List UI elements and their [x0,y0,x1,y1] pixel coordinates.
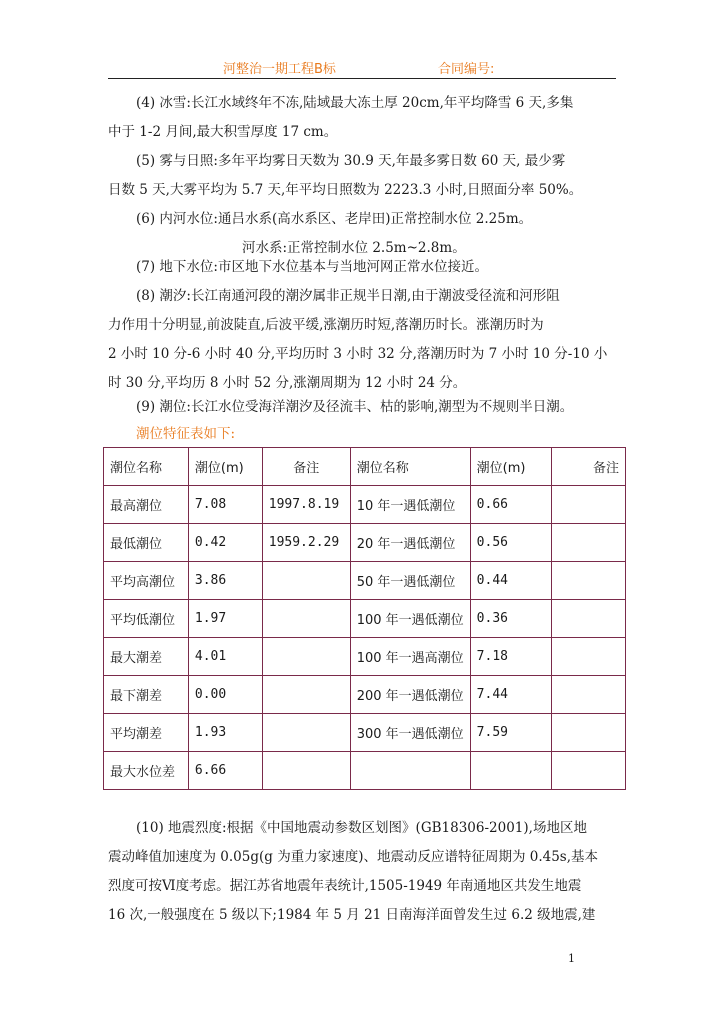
table-row [104,638,626,676]
table-header-cell: 潮位(m) [188,448,262,486]
table-cell: 100 年一遇低潮位 [350,600,470,638]
table-cell [552,638,626,676]
page-number: 1 [568,952,575,965]
table-cell [262,714,350,752]
paragraph-inland-water-level: (6) 内河水位:通吕水系(高水系区、老岸田)正常控制水位 2.25m。 河水系:正常控制水位 2.5m~2.8m。 [136,211,533,256]
table-cell [470,752,552,790]
project-title: 河整治一期工程B标 [223,62,336,77]
paragraph-tide: (8) 潮汐:长江南通河段的潮汐属非正规半日潮,由于潮波受径流和河形阻 力作用十分明显,前波陡直,后波平缓,涨潮历时短,落潮历时长。涨潮历时为 2 小时 10 分-6 小时 40 分,平均历时 3 小时 32 分,落潮历时为 7 小时 10 分-10 小 时 30 分,平均历 8 小时 52 分,涨潮周期为 12 小时 24 分。 [108,288,608,391]
table-cell: 0.36 [470,600,552,638]
table-header-cell: 潮位名称 [350,448,470,486]
table-cell [552,676,626,714]
table-caption: 潮位特征表如下: [136,426,236,442]
table-cell [350,752,470,790]
paragraph-seismic: (10) 地震烈度:根据《中国地震动参数区划图》(GB18306-2001),场地区地 震动峰值加速度为 0.05g(g 为重力家速度)、地震动反应谱特征周期为 0.45s,基本 烈度可按Ⅵ度考虑。据江苏省地震年表统计,1505-1949 年南通地区共发生地震 16 次,一般强度在 5 级以下;1984 年 5 月 21 日南海洋面曾发生过 6.2 级地震,建 [108,820,599,923]
table-row [104,676,626,714]
table-cell [552,486,626,524]
paragraph-tide-level: (9) 潮位:长江水位受海洋潮汐及径流丰、枯的影响,潮型为不规则半日潮。 潮位特征表如下: [108,393,620,446]
table-cell: 10 年一遇低潮位 [350,486,470,524]
table-cell: 最高潮位 [104,486,189,524]
paragraph-fog-sunshine: (5) 雾与日照:多年平均雾日天数为 30.9 天,年最多雾日数 60 天, 最少雾 日数 5 天,大雾平均为 5.7 天,年平均日照数为 2223.3 小时,日照面分率 50%。 [108,153,583,198]
table-cell: 平均高潮位 [104,562,189,600]
table-cell: 平均低潮位 [104,600,189,638]
table-header-cell: 潮位(m) [470,448,552,486]
table-cell: 4.01 [188,638,262,676]
table-cell [552,524,626,562]
table-cell: 300 年一遇低潮位 [350,714,470,752]
table-header-cell: 备注 [552,448,626,486]
table-cell: 平均潮差 [104,714,189,752]
tide-level-table [103,447,626,790]
table-cell: 7.44 [470,676,552,714]
table-cell [262,676,350,714]
table-row [104,600,626,638]
table-cell [262,562,350,600]
table-cell [262,638,350,676]
table-cell [262,752,350,790]
paragraph-groundwater: (7) 地下水位:市区地下水位基本与当地河网正常水位接近。 [136,259,488,275]
table-cell: 1.93 [188,714,262,752]
table-row [104,486,626,524]
table-cell: 50 年一遇低潮位 [350,562,470,600]
table-row [104,562,626,600]
table-row [104,752,626,790]
table-cell: 0.42 [188,524,262,562]
table-cell: 0.66 [470,486,552,524]
page-header [108,58,616,79]
table-cell: 1959.2.29 [262,524,350,562]
table-cell: 3.86 [188,562,262,600]
table-cell: 0.44 [470,562,552,600]
table-cell: 200 年一遇低潮位 [350,676,470,714]
table-cell: 0.00 [188,676,262,714]
table-cell: 6.66 [188,752,262,790]
table-row [104,524,626,562]
table-cell: 最下潮差 [104,676,189,714]
table-cell: 100 年一遇高潮位 [350,638,470,676]
table-cell: 20 年一遇低潮位 [350,524,470,562]
table-cell: 最大潮差 [104,638,189,676]
paragraph-ice-snow: (4) 冰雪:长江水域终年不冻,陆域最大冻土厚 20cm,年平均降雪 6 天,多集 中于 1-2 月间,最大积雪厚度 17 cm。 [108,95,574,140]
table-cell [552,752,626,790]
table-row [104,714,626,752]
table-cell [552,562,626,600]
table-cell [552,600,626,638]
table-cell: 最大水位差 [104,752,189,790]
table-cell: 1997.8.19 [262,486,350,524]
table-cell [552,714,626,752]
table-header-cell: 潮位名称 [104,448,189,486]
table-cell: 7.08 [188,486,262,524]
table-cell: 最低潮位 [104,524,189,562]
table-cell: 7.59 [470,714,552,752]
table-cell: 1.97 [188,600,262,638]
table-header-row [104,448,626,486]
table-header-cell: 备注 [262,448,350,486]
table-cell [262,600,350,638]
table-cell: 0.56 [470,524,552,562]
table-cell: 7.18 [470,638,552,676]
contract-number-label: 合同编号: [438,62,495,77]
